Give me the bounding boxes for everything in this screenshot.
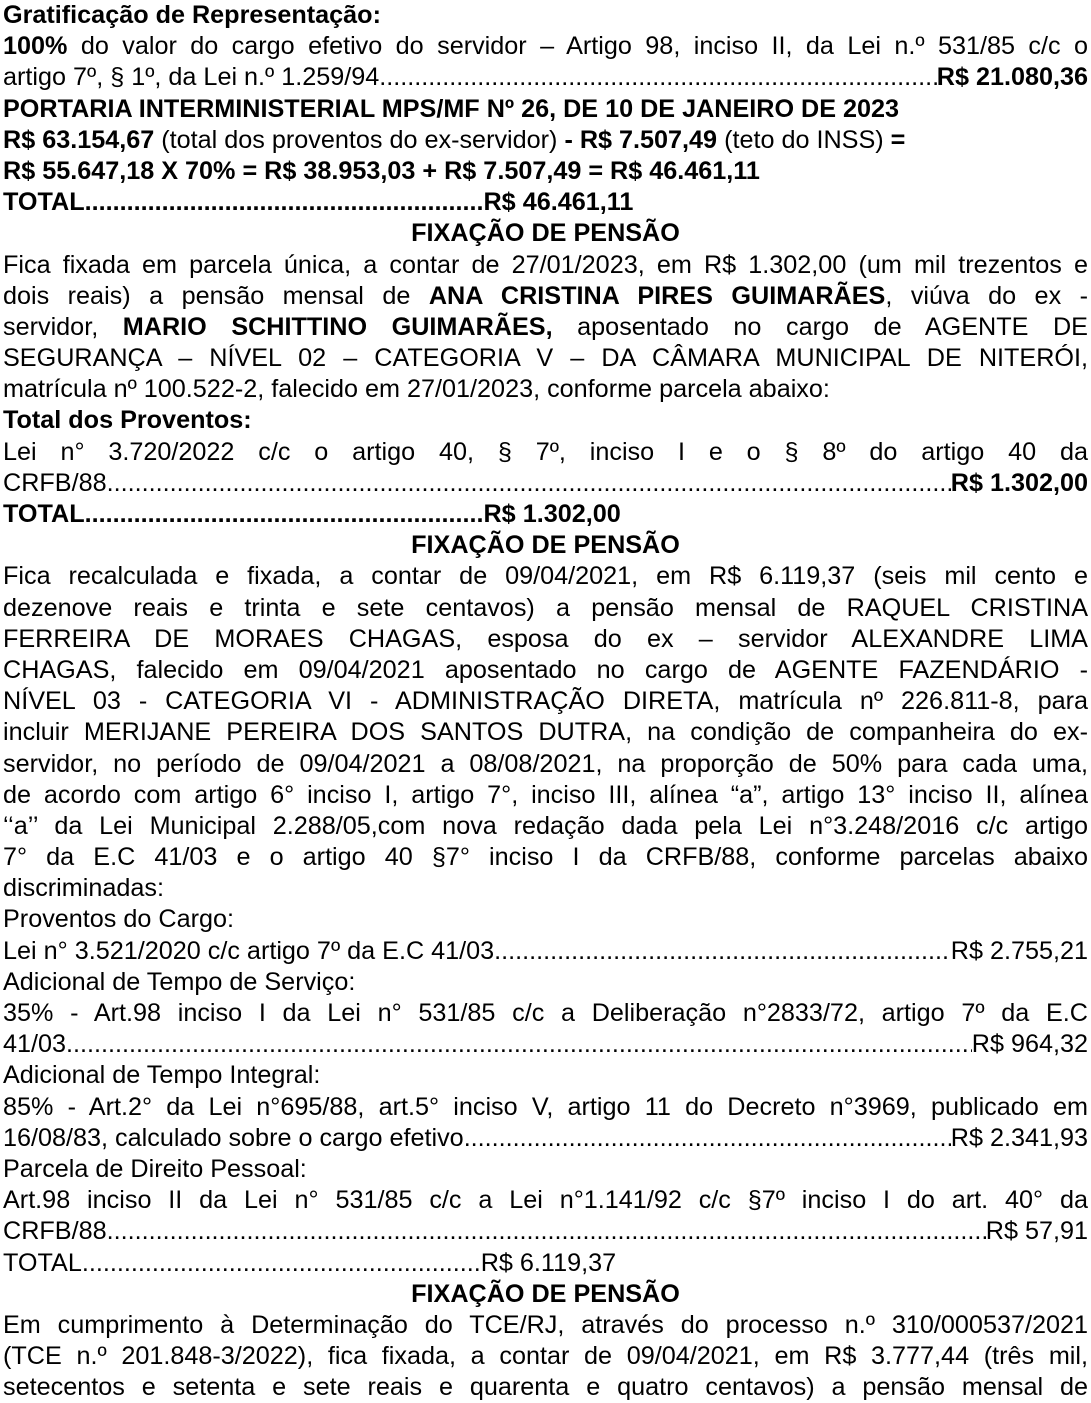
text-line: SEGURANÇA – NÍVEL 02 – CATEGORIA V – DA CÂMARA MUNICIPAL DE NITERÓI, xyxy=(3,344,1088,373)
text: Lei n° 3.521/2020 c/c artigo 7º da E.C 41/03 xyxy=(3,936,495,965)
text-line: 35% - Art.98 inciso I da Lei n° 531/85 c/c a Deliberação n°2833/72, artigo 7º da E.C xyxy=(3,999,1088,1027)
text-line: CHAGAS, falecido em 09/04/2021 aposentado no cargo de AGENTE FAZENDÁRIO - xyxy=(3,655,1088,684)
text: (teto do INSS) xyxy=(717,125,891,154)
text: aposentado no cargo de AGENTE DE xyxy=(552,312,1088,341)
section-title: FIXAÇÃO DE PENSÃO xyxy=(411,531,680,560)
text: servidor, xyxy=(3,312,123,341)
leader-line xyxy=(3,1123,1088,1154)
text: 41/03 xyxy=(3,1030,67,1059)
leader-dots xyxy=(66,1029,972,1060)
servant-name: MARIO SCHITTINO GUIMARÃES, xyxy=(122,312,553,341)
text: CRFB/88 xyxy=(3,468,107,497)
leader-line xyxy=(3,1029,1088,1060)
text-line: dezenove reais e trinta e sete centavos) a pensão mensal de RAQUEL CRISTINA xyxy=(3,593,1088,622)
section-title: FIXAÇÃO DE PENSÃO xyxy=(411,1279,680,1308)
text-line xyxy=(3,312,1088,343)
text: (total dos proventos do ex-servidor) xyxy=(154,125,565,154)
leader-dots xyxy=(494,936,951,967)
text-line: ‘‘a’’ da Lei Municipal 2.288/05,com nova redação dada pela Lei n°3.248/2016 c/c artigo xyxy=(3,811,1088,840)
total-line: TOTAL.........................................................R$ 6.119,37 xyxy=(3,1248,617,1277)
text-line: servidor, no período de 09/04/2021 a 08/08/2021, na proporção de 50% para cada uma, xyxy=(3,749,1088,778)
text-line xyxy=(3,31,1088,62)
leader-line xyxy=(3,468,1088,499)
subheading: Adicional de Tempo Integral: xyxy=(3,1061,321,1090)
leader-dots xyxy=(107,468,951,499)
subheading: Proventos do Cargo: xyxy=(3,905,235,934)
text-line xyxy=(3,125,1088,156)
subheading: Adicional de Tempo de Serviço: xyxy=(3,967,356,996)
text: , viúva do ex - xyxy=(885,281,1088,310)
text-line: Fica recalculada e fixada, a contar de 09/04/2021, em R$ 6.119,37 (seis mil cento e xyxy=(3,562,1088,591)
section-title: FIXAÇÃO DE PENSÃO xyxy=(411,219,680,248)
text-line: setecentos e setenta e sete reais e quarenta e quatro centavos) a pensão mensal de xyxy=(3,1373,1088,1402)
calculation-line: R$ 55.647,18 X 70% = R$ 38.953,03 + R$ 7.507,49 = R$ 46.461,11 xyxy=(3,156,760,185)
text: artigo 7º, § 1º, da Lei n.º 1.259/94 xyxy=(3,63,380,92)
equals: = xyxy=(890,125,906,154)
text-line: (TCE n.º 201.848-3/2022), fica fixada, a contar de 09/04/2021, em R$ 3.777,44 (três mil, xyxy=(3,1342,1088,1371)
amount: R$ 63.154,67 xyxy=(3,125,155,154)
text-line: Lei n° 3.720/2022 c/c o artigo 40, § 7º, inciso I e o § 8º do artigo 40 da xyxy=(3,437,1088,466)
text-line: matrícula nº 100.522-2, falecido em 27/01/2023, conforme parcela abaixo: xyxy=(3,375,830,404)
text-line: Fica fixada em parcela única, a contar de 27/01/2023, em R$ 1.302,00 (um mil trezentos e xyxy=(3,250,1088,279)
pensioner-name: ANA CRISTINA PIRES GUIMARÃES xyxy=(428,281,886,310)
text-line: Art.98 inciso II da Lei n° 531/85 c/c a Lei n°1.141/92 c/c §7º inciso I do art. 40° da xyxy=(3,1186,1088,1215)
text-line: de acordo com artigo 6° inciso I, artigo 7°, inciso III, alínea “a”, artigo 13° inciso II, alínea xyxy=(3,780,1088,809)
text-line: 85% - Art.2° da Lei n°695/88, art.5° inciso V, artigo 11 do Decreto n°3969, publicado em xyxy=(3,1092,1088,1121)
text: do valor do cargo efetivo do servidor – Artigo 98, inciso II, da Lei n.º 531/85 c/c o xyxy=(67,32,1088,61)
text-line: 7° da E.C 41/03 e o artigo 40 §7° inciso I da CRFB/88, conforme parcelas abaixo xyxy=(3,843,1088,872)
amount: - R$ 7.507,49 xyxy=(564,125,718,154)
total-line: TOTAL.........................................................R$ 46.461,11 xyxy=(3,188,634,217)
portaria-heading: PORTARIA INTERMINISTERIAL MPS/MF Nº 26, DE 10 DE JANEIRO DE 2023 xyxy=(3,94,900,123)
leader-line xyxy=(3,62,1088,93)
leader-line xyxy=(3,936,1088,967)
subheading: Total dos Proventos: xyxy=(3,406,252,435)
amount: R$ 1.302,00 xyxy=(950,468,1088,497)
text-line: FERREIRA DE MORAES CHAGAS, esposa do ex – servidor ALEXANDRE LIMA xyxy=(3,624,1088,653)
text-line: incluir MERIJANE PEREIRA DOS SANTOS DUTRA, na condição de companheira do ex- xyxy=(3,718,1088,747)
text-line: discriminadas: xyxy=(3,874,164,903)
text: 16/08/83, calculado sobre o cargo efetivo xyxy=(3,1123,464,1152)
leader-dots xyxy=(464,1123,951,1154)
bold-text: 100% xyxy=(3,32,68,61)
text-line: NÍVEL 03 - CATEGORIA VI - ADMINISTRAÇÃO DIRETA, matrícula nº 226.811-8, para xyxy=(3,687,1088,716)
text: CRFB/88 xyxy=(3,1217,107,1246)
leader-line xyxy=(3,1216,1088,1247)
amount: R$ 2.341,93 xyxy=(950,1123,1088,1152)
leader-dots xyxy=(107,1216,986,1247)
text: dois reais) a pensão mensal de xyxy=(3,281,429,310)
leader-dots xyxy=(379,62,936,93)
subheading: Parcela de Direito Pessoal: xyxy=(3,1154,307,1183)
amount: R$ 21.080,36 xyxy=(936,63,1088,92)
total-line: TOTAL.........................................................R$ 1.302,00 xyxy=(3,500,621,528)
text-line: Em cumprimento à Determinação do TCE/RJ, através do processo n.º 310/000537/2021 xyxy=(3,1310,1088,1339)
text-line xyxy=(3,281,1088,312)
amount: R$ 57,91 xyxy=(985,1217,1088,1246)
heading-gratificacao: Gratificação de Representação: xyxy=(3,1,381,29)
amount: R$ 2.755,21 xyxy=(950,936,1088,965)
amount: R$ 964,32 xyxy=(971,1030,1088,1059)
